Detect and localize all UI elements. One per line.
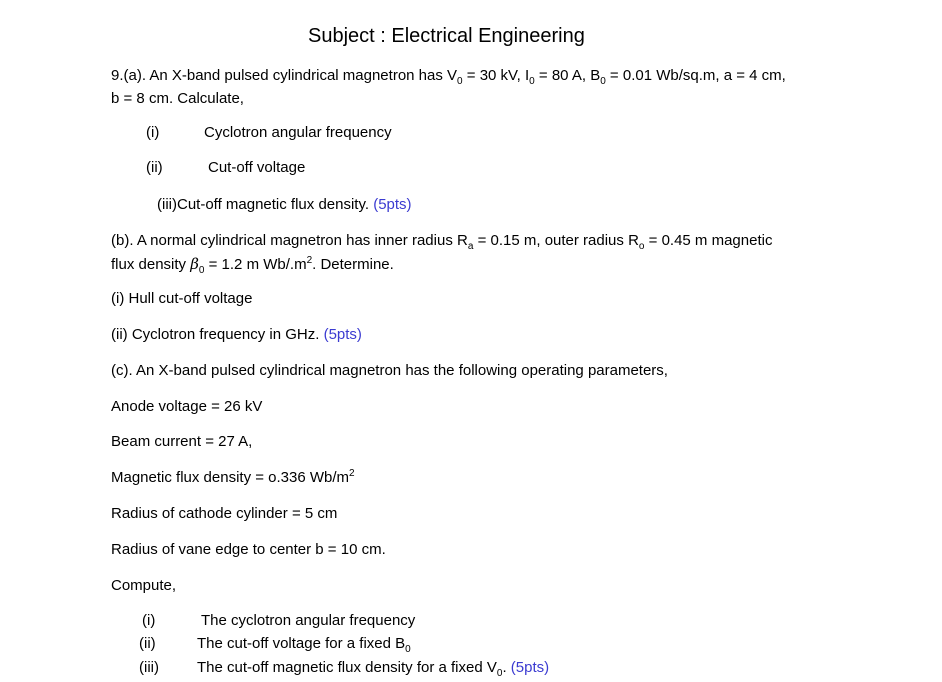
q9b-points: (5pts) bbox=[323, 326, 362, 343]
q9a-item-2-text: Cut-off voltage bbox=[208, 159, 306, 176]
q9c-b0-subscript: 0 bbox=[405, 644, 411, 655]
q9c-item-2-num: (ii) bbox=[139, 635, 156, 652]
q9a-points: (5pts) bbox=[373, 196, 412, 213]
q9c-anode-voltage: Anode voltage = 26 kV bbox=[111, 398, 263, 415]
q9b-line1 bbox=[111, 231, 772, 251]
q9b-line1-mid: = 0.15 m, outer radius R bbox=[473, 232, 639, 249]
beta-symbol: β bbox=[190, 255, 199, 273]
q9b-line2 bbox=[111, 254, 394, 275]
q9a-item-3 bbox=[157, 195, 412, 215]
page-title: Subject : Electrical Engineering bbox=[308, 25, 585, 47]
m2-superscript: 2 bbox=[306, 255, 313, 266]
q9b-line1-pre: (b). A normal cylindrical magnetron has inner radius R bbox=[111, 232, 468, 249]
q9c-item-3-num: (iii) bbox=[139, 659, 159, 676]
q9b-item-1: (i) Hull cut-off voltage bbox=[111, 290, 253, 307]
ra-subscript: a bbox=[467, 241, 474, 252]
q9b-item-2-text: (ii) Cyclotron frequency in GHz. bbox=[111, 326, 320, 343]
q9c-item-2-text bbox=[197, 634, 411, 654]
q9a-item-1-num: (i) bbox=[146, 124, 160, 141]
q9a-intro-line1 bbox=[111, 66, 786, 86]
i0-subscript: 0 bbox=[529, 76, 535, 87]
q9a-b-value: = 0.01 Wb/sq.m, a = 4 cm, bbox=[605, 67, 786, 84]
q9c-cathode-radius: Radius of cathode cylinder = 5 cm bbox=[111, 505, 338, 522]
q9b-line2-post: . Determine. bbox=[312, 256, 394, 273]
q9c-points: (5pts) bbox=[510, 659, 550, 676]
q9b-line1-post: = 0.45 m magnetic bbox=[644, 232, 773, 249]
q9a-item-3-text: (iii)Cut-off magnetic flux density. bbox=[157, 196, 370, 213]
q9a-v-value: = 30 kV, I bbox=[462, 67, 530, 84]
q9a-intro-text: 9.(a). An X-band pulsed cylindrical magnetron has V bbox=[111, 67, 458, 84]
q9c-item-2-body: The cut-off voltage for a fixed B bbox=[197, 635, 406, 652]
q9c-vane-radius: Radius of vane edge to center b = 10 cm. bbox=[111, 541, 386, 558]
q9c-flux-density bbox=[111, 468, 355, 488]
q9c-item-1-text: The cyclotron angular frequency bbox=[201, 612, 416, 629]
q9c-intro: (c). An X-band pulsed cylindrical magnetron has the following operating parameters, bbox=[111, 362, 668, 379]
v0-subscript: 0 bbox=[457, 76, 463, 87]
q9c-beam-current: Beam current = 27 A, bbox=[111, 433, 253, 450]
q9c-flux-text: Magnetic flux density = o.336 Wb/m bbox=[111, 469, 350, 486]
q9a-intro-line2: b = 8 cm. Calculate, bbox=[111, 90, 244, 107]
q9c-compute: Compute, bbox=[111, 577, 177, 594]
q9c-item-3-text bbox=[197, 658, 549, 678]
b0-subscript: 0 bbox=[600, 76, 606, 87]
q9b-item-2 bbox=[111, 325, 362, 345]
q9c-v0-subscript: 0 bbox=[496, 668, 503, 679]
q9c-item-3-body: The cut-off magnetic flux density for a fixed V bbox=[197, 659, 497, 676]
beta-subscript: 0 bbox=[198, 265, 205, 276]
q9b-line2-mid: = 1.2 m Wb/.m bbox=[204, 256, 307, 273]
ro-subscript: o bbox=[638, 241, 645, 252]
q9a-item-2-num: (ii) bbox=[146, 159, 163, 176]
q9b-line2-pre: flux density bbox=[111, 256, 191, 273]
q9a-item-1-text: Cyclotron angular frequency bbox=[204, 124, 392, 141]
q9a-i-value: = 80 A, B bbox=[534, 67, 601, 84]
q9c-item-3-end: . bbox=[502, 659, 507, 676]
flux-superscript: 2 bbox=[349, 468, 355, 479]
q9c-item-1-num: (i) bbox=[142, 612, 156, 629]
